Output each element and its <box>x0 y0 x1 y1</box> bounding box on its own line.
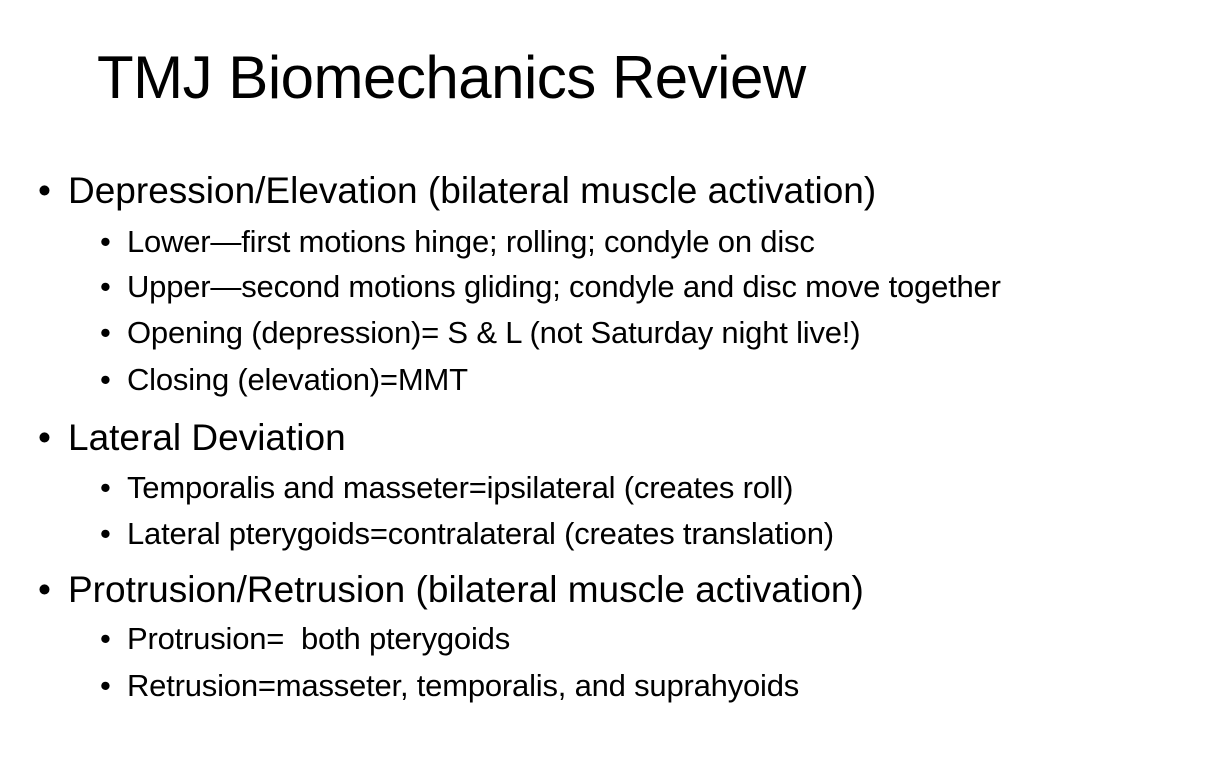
bullet-heading: Protrusion/Retrusion (bilateral muscle activation) <box>68 569 864 610</box>
sub-bullet-text: Lower—first motions hinge; rolling; condyle on disc <box>127 224 815 259</box>
bullet-marker: • <box>100 516 111 551</box>
bullet-heading: Lateral Deviation <box>68 417 346 458</box>
sub-bullet-text: Upper—second motions gliding; condyle and disc move together <box>127 269 1001 304</box>
sub-bullet-text: Protrusion= both pterygoids <box>127 621 510 656</box>
sub-bullet-text: Lateral pterygoids=contralateral (creates translation) <box>127 516 834 551</box>
bullet-marker: • <box>100 224 111 259</box>
bullet-marker: • <box>38 569 51 610</box>
bullet-marker: • <box>100 315 111 350</box>
bullet-marker: • <box>100 668 111 703</box>
bullet-marker: • <box>100 269 111 304</box>
bullet-marker: • <box>38 170 51 211</box>
slide-title: TMJ Biomechanics Review <box>97 44 806 111</box>
sub-bullet-text: Temporalis and masseter=ipsilateral (creates roll) <box>127 470 794 505</box>
sub-bullet-text: Retrusion=masseter, temporalis, and suprahyoids <box>127 668 800 703</box>
bullet-heading: Depression/Elevation (bilateral muscle activation) <box>68 170 877 211</box>
bullet-marker: • <box>100 362 111 397</box>
sub-bullet-text: Opening (depression)= S & L (not Saturday night live!) <box>127 315 861 350</box>
bullet-marker: • <box>100 470 111 505</box>
bullet-marker: • <box>38 417 51 458</box>
bullet-marker: • <box>100 621 111 656</box>
sub-bullet-text: Closing (elevation)=MMT <box>127 362 468 397</box>
